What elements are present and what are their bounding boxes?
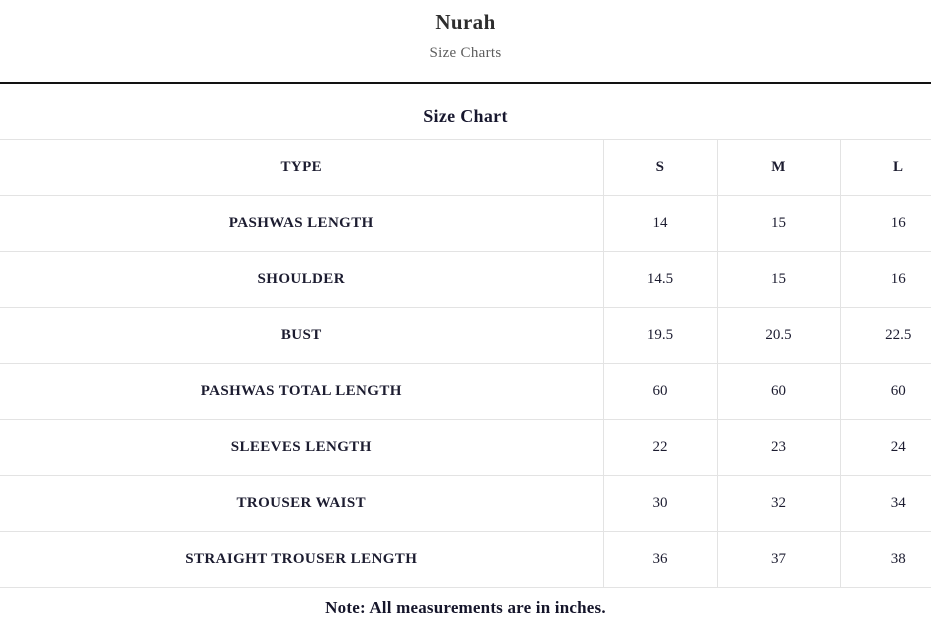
column-header-l: L xyxy=(840,140,931,196)
cell-l: 34 xyxy=(840,476,931,532)
row-label: SLEEVES LENGTH xyxy=(0,420,603,476)
cell-l: 22.5 xyxy=(840,308,931,364)
table-row xyxy=(0,252,931,308)
size-chart-table-container xyxy=(0,139,931,588)
cell-m: 15 xyxy=(717,252,840,308)
column-header-m: M xyxy=(717,140,840,196)
cell-m: 37 xyxy=(717,532,840,588)
cell-l: 16 xyxy=(840,196,931,252)
table-row xyxy=(0,364,931,420)
cell-s: 60 xyxy=(603,364,717,420)
row-label: BUST xyxy=(0,308,603,364)
row-label: PASHWAS LENGTH xyxy=(0,196,603,252)
cell-l: 60 xyxy=(840,364,931,420)
section-heading: Size Chart xyxy=(423,106,508,126)
cell-m: 60 xyxy=(717,364,840,420)
table-row xyxy=(0,532,931,588)
table-header-row xyxy=(0,140,931,196)
row-label: STRAIGHT TROUSER LENGTH xyxy=(0,532,603,588)
column-header-type: TYPE xyxy=(0,140,603,196)
measurements-note: Note: All measurements are in inches. xyxy=(325,598,606,617)
page-subtitle: Size Charts xyxy=(429,45,502,61)
cell-s: 14.5 xyxy=(603,252,717,308)
row-label: SHOULDER xyxy=(0,252,603,308)
column-header-s: S xyxy=(603,140,717,196)
cell-l: 38 xyxy=(840,532,931,588)
cell-s: 36 xyxy=(603,532,717,588)
cell-m: 23 xyxy=(717,420,840,476)
cell-l: 16 xyxy=(840,252,931,308)
table-row xyxy=(0,196,931,252)
table-row xyxy=(0,420,931,476)
table-row xyxy=(0,476,931,532)
row-label: TROUSER WAIST xyxy=(0,476,603,532)
cell-s: 19.5 xyxy=(603,308,717,364)
cell-m: 32 xyxy=(717,476,840,532)
cell-m: 20.5 xyxy=(717,308,840,364)
cell-s: 14 xyxy=(603,196,717,252)
cell-s: 30 xyxy=(603,476,717,532)
row-label: PASHWAS TOTAL LENGTH xyxy=(0,364,603,420)
page-header xyxy=(0,0,931,84)
cell-s: 22 xyxy=(603,420,717,476)
page-title: Nurah xyxy=(435,10,496,34)
cell-l: 24 xyxy=(840,420,931,476)
table-row xyxy=(0,308,931,364)
cell-m: 15 xyxy=(717,196,840,252)
size-chart-table xyxy=(0,139,931,588)
